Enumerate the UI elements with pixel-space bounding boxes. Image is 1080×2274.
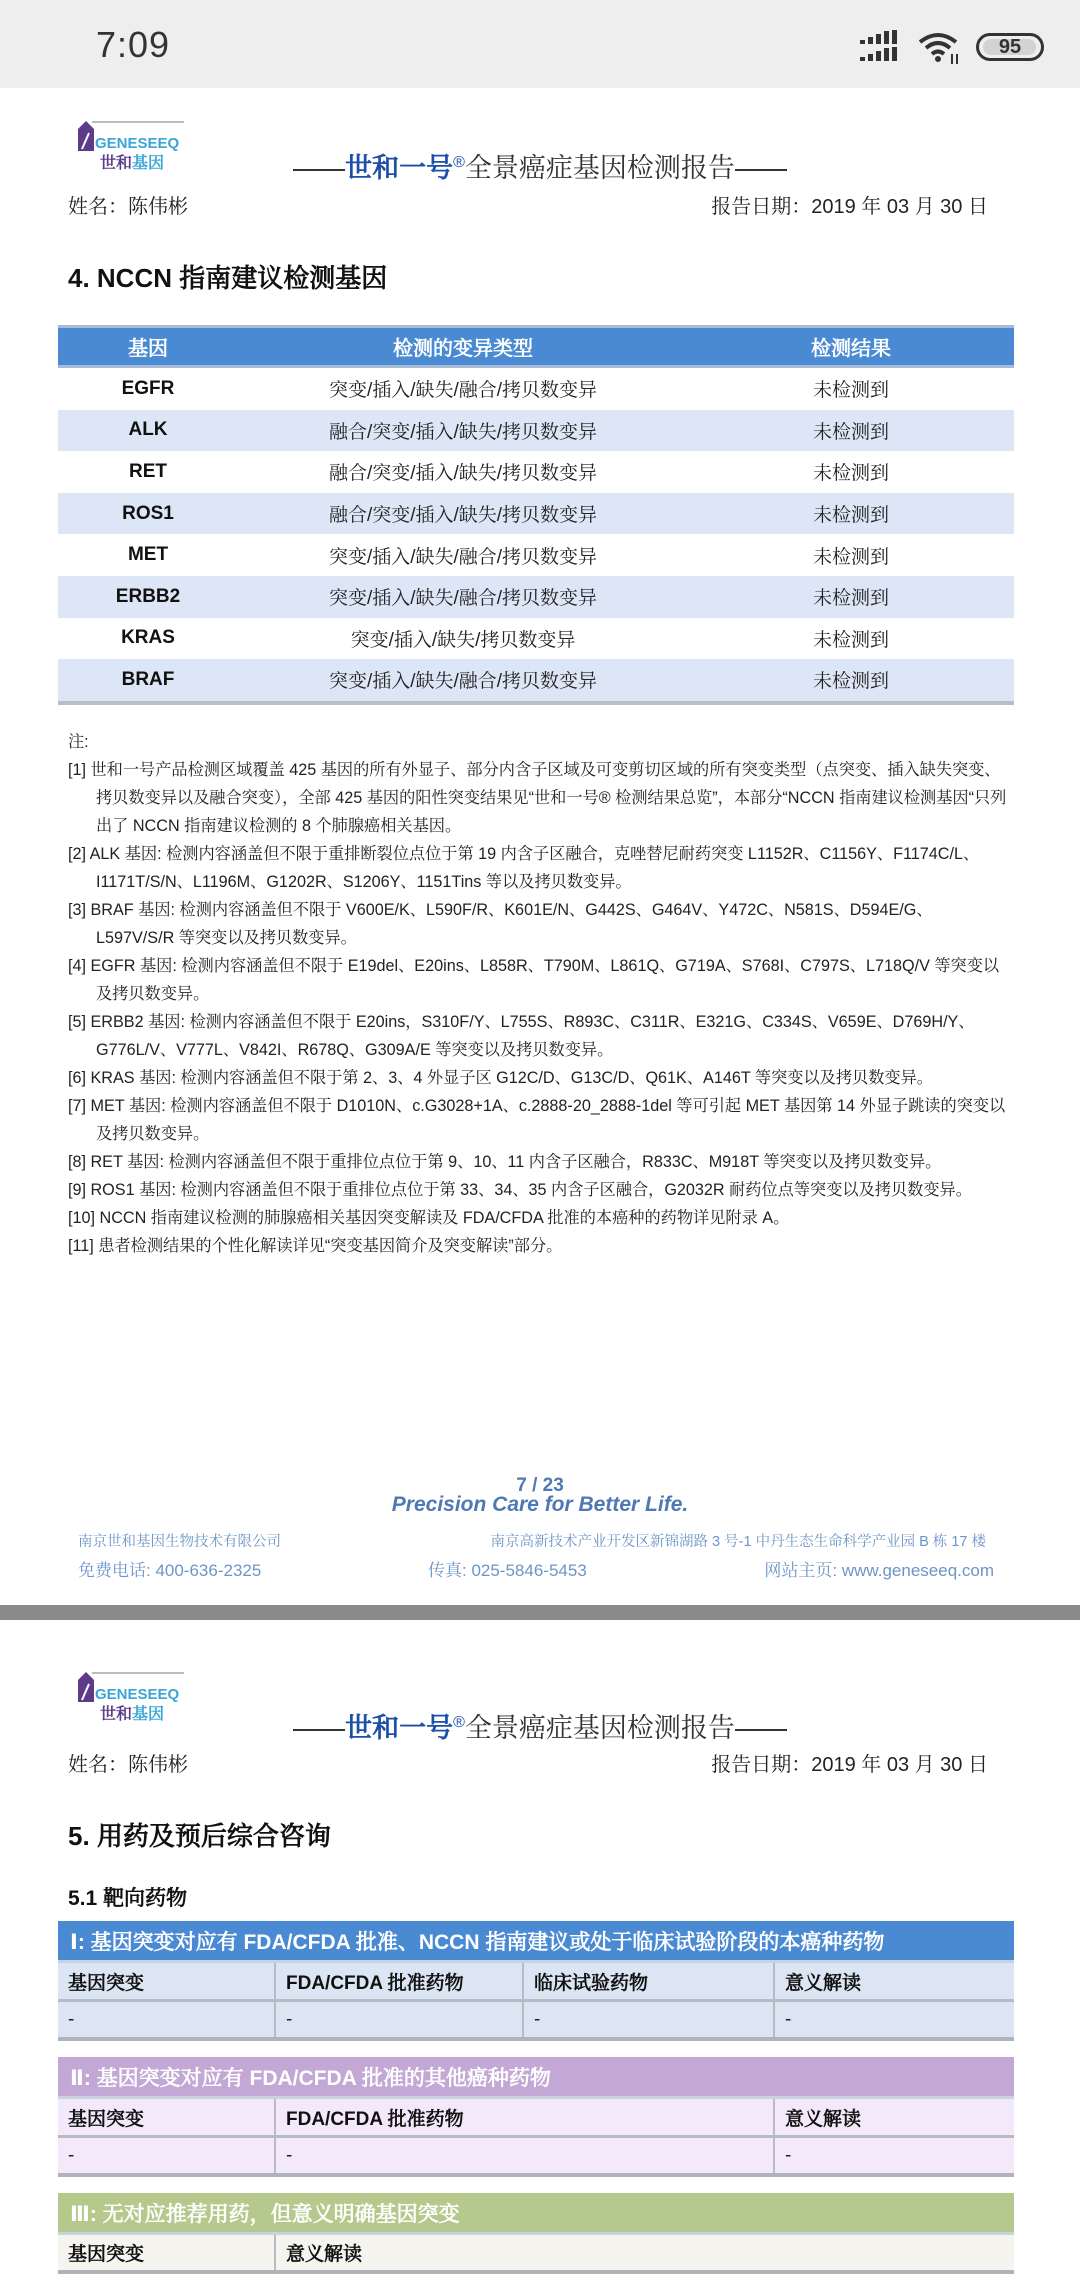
result: 未检测到 [812, 629, 889, 651]
gene: ERBB2 [115, 585, 181, 607]
result: 未检测到 [812, 588, 889, 610]
header-approved-drugs: FDA/CFDA 批准药物 [276, 2099, 775, 2135]
variant-type: 突变/插入/缺失/融合/拷贝数变异 [328, 546, 598, 568]
table-row [58, 368, 1014, 410]
table-row [58, 534, 1014, 576]
result: 未检测到 [812, 671, 889, 693]
notes-label: 注: [68, 733, 89, 751]
subsection-title-targeted: 5.1 靶向药物 [68, 1887, 188, 1910]
header-mutation: 基因突变 [58, 2099, 276, 2135]
report-page-7 [0, 88, 1080, 1605]
header-result: 检测结果 [811, 338, 891, 360]
logo-wordmark: GENESEEQ [95, 1686, 180, 1703]
gene: RET [129, 460, 167, 482]
header-interpretation: 意义解读 [785, 1972, 862, 1994]
report-title: 世和一号®全景癌症基因检测报告 [290, 1706, 790, 1745]
page-number: 7 / 23 [516, 1475, 564, 1496]
table-row [58, 576, 1014, 618]
result: 未检测到 [812, 546, 889, 568]
footer-phone: 免费电话: 400-636-2325 [78, 1561, 262, 1580]
table-row [58, 451, 1014, 493]
note-item: [1] 世和一号产品检测区域覆盖 425 基因的所有外显子、部分内含子区域及可变剪切区域的所有突变类型（点突变、插入缺失突变、拷贝数变异以及融合突变），全部 425 基因的阳性突变结果见“世和一号® 检测结果总览”，本部分“NCCN 指南建议检测基因“只列出了 NCCN 指南建议检测的 8 个肺腺癌相关基因。 [68, 761, 1007, 835]
header-approved-drugs: FDA/CFDA 批准药物 [276, 1963, 524, 1999]
footer-website: 网站主页: www.geneseeq.com [764, 1561, 994, 1580]
battery-percent: 95 [998, 35, 1022, 58]
note-item: [11] 患者检测结果的个性化解读详见“突变基因简介及突变解读”部分。 [68, 1237, 563, 1255]
header-interpretation: 意义解读 [286, 2244, 363, 2265]
report-date: 报告日期：2019 年 03 月 30 日 [711, 196, 988, 218]
cell: - [276, 2002, 524, 2037]
header-gene: 基因 [128, 338, 168, 360]
table-row [58, 2002, 1014, 2041]
cell: - [58, 2138, 276, 2173]
variant-type: 突变/插入/缺失/拷贝数变异 [350, 629, 576, 651]
note-item: [5] ERBB2 基因: 检测内容涵盖但不限于 E20ins，S310F/Y、L755S、R893C、C311R、E321G、C334S、V659E、D769H/Y、G776L/V、V777L、V842I、R678Q、G309A/E 等突变以及拷贝数变异。 [68, 1013, 975, 1059]
note-item: [7] MET 基因: 检测内容涵盖但不限于 D1010N、c.G3028+1A、c.2888-20_2888-1del 等可引起 MET 基因第 14 外显子跳读的突变以及拷贝数变异。 [68, 1097, 1006, 1143]
title-dash-left [293, 169, 345, 171]
status-time: 7:09 [96, 24, 171, 65]
section-title-drugs: 5. 用药及预后综合咨询 [68, 1821, 331, 1851]
variant-type: 融合/突变/插入/缺失/拷贝数变异 [328, 421, 598, 443]
section-title-nccn: 4. NCCN 指南建议检测基因 [68, 263, 388, 293]
cell: - [524, 2002, 775, 2037]
report-date: 报告日期：2019 年 03 月 30 日 [711, 1754, 988, 1776]
gene: MET [127, 544, 169, 566]
table-header [58, 2235, 1014, 2274]
cell: - [785, 2144, 792, 2166]
variant-type: 突变/插入/缺失/融合/拷贝数变异 [328, 588, 598, 610]
note-item: [10] NCCN 指南建议检测的肺腺癌相关基因突变解读及 FDA/CFDA 批准的本癌种的药物详见附录 A。 [68, 1209, 790, 1227]
status-bar [0, 0, 1080, 88]
footer-company: 南京世和基因生物技术有限公司 [78, 1534, 281, 1550]
patient-name: 姓名：陈伟彬 [68, 1754, 188, 1776]
gene: ROS1 [122, 502, 174, 524]
note-item: [6] KRAS 基因: 检测内容涵盖但不限于第 2、3、4 外显子区 G12C/D、G13C/D、Q61K、A146T 等突变以及拷贝数变异。 [68, 1069, 933, 1087]
title-dash-right [735, 169, 787, 171]
report-page-8 [0, 1620, 1080, 2265]
table-header [58, 1963, 1014, 2002]
table-row [58, 2138, 1014, 2177]
logo-cn: 世和基因 [100, 1706, 165, 1723]
header-trial-drugs: 临床试验药物 [524, 1963, 775, 1999]
note-item: [2] ALK 基因: 检测内容涵盖但不限于重排断裂位点位于第 19 内含子区融合，克唑替尼耐药突变 L1152R、C1156Y、F1174C/L、I1171T/S/N、L1196M、G1202R、S1206Y、1151Tins 等以及拷贝数变异。 [68, 845, 980, 891]
header-interpretation: 意义解读 [785, 2108, 862, 2130]
table-row [58, 618, 1014, 660]
battery-icon [976, 33, 1044, 61]
gene: BRAF [121, 668, 175, 690]
tier2-table [58, 2057, 1014, 2177]
page-separator [0, 1605, 1080, 1620]
table-header [58, 328, 1014, 368]
nccn-gene-table [58, 325, 1014, 705]
table-row [58, 659, 1014, 701]
report-title: 世和一号®全景癌症基因检测报告 [290, 146, 790, 185]
tier1-title: Ⅰ: 基因突变对应有 FDA/CFDA 批准、NCCN 指南建议或处于临床试验阶段的本癌种药物 [58, 1921, 1014, 1963]
tier2-title: Ⅱ: 基因突变对应有 FDA/CFDA 批准的其他癌种药物 [58, 2057, 1014, 2099]
footer-slogan: Precision Care for Better Life. [391, 1493, 689, 1516]
logo-mark-icon [78, 119, 186, 151]
title-dash-right [735, 1729, 787, 1731]
logo-mark-icon [78, 1670, 186, 1702]
note-item: [8] RET 基因: 检测内容涵盖但不限于重排位点位于第 9、10、11 内含子区融合，R833C、M918T 等突变以及拷贝数变异。 [68, 1153, 942, 1171]
geneseeq-logo [78, 119, 186, 173]
variant-type: 突变/插入/缺失/融合/拷贝数变异 [328, 380, 598, 402]
table-header [58, 2099, 1014, 2138]
geneseeq-logo [78, 1670, 186, 1724]
result: 未检测到 [812, 463, 889, 485]
notes-section [68, 728, 1008, 1260]
result: 未检测到 [812, 421, 889, 443]
title-dash-left [293, 1729, 345, 1731]
patient-name: 姓名：陈伟彬 [68, 196, 188, 218]
cell: - [58, 2002, 276, 2037]
logo-wordmark: GENESEEQ [95, 135, 180, 152]
note-item: [3] BRAF 基因: 检测内容涵盖但不限于 V600E/K、L590F/R、K601E/N、G442S、G464V、Y472C、N581S、D594E/G、L597V/S/R 等突变以及拷贝数变异。 [68, 901, 933, 947]
header-mutation: 基因突变 [58, 1963, 276, 1999]
result: 未检测到 [812, 380, 889, 402]
gene: KRAS [121, 627, 175, 649]
note-item: [4] EGFR 基因: 检测内容涵盖但不限于 E19del、E20ins、L858R、T790M、L861Q、G719A、S768I、C797S、L718Q/V 等突变以及拷贝数变异。 [68, 957, 1000, 1003]
variant-type: 融合/突变/插入/缺失/拷贝数变异 [328, 463, 598, 485]
table-row [58, 410, 1014, 452]
gene: EGFR [121, 377, 175, 399]
signal-icon [860, 30, 904, 64]
cell: - [785, 2008, 792, 2030]
cell: - [276, 2138, 775, 2173]
result: 未检测到 [812, 505, 889, 527]
footer-address: 南京高新技术产业开发区新锦湖路 3 号-1 中丹生态生命科学产业园 B 栋 17 楼 [490, 1534, 986, 1550]
footer-fax: 传真: 025-5846-5453 [428, 1561, 587, 1580]
variant-type: 突变/插入/缺失/融合/拷贝数变异 [328, 671, 598, 693]
header-variant-type: 检测的变异类型 [393, 338, 533, 360]
tier3-title: Ⅲ: 无对应推荐用药，但意义明确基因突变 [58, 2193, 1014, 2235]
tier3-table [58, 2193, 1014, 2274]
note-item: [9] ROS1 基因: 检测内容涵盖但不限于重排位点位于第 33、34、35 内含子区融合，G2032R 耐药位点等突变以及拷贝数变异。 [68, 1181, 972, 1199]
tier1-table [58, 1921, 1014, 2041]
logo-cn: 世和基因 [100, 155, 165, 172]
header-mutation: 基因突变 [58, 2235, 276, 2270]
table-row [58, 493, 1014, 535]
variant-type: 融合/突变/插入/缺失/拷贝数变异 [328, 505, 598, 527]
wifi-icon [918, 30, 962, 66]
gene: ALK [128, 419, 168, 441]
